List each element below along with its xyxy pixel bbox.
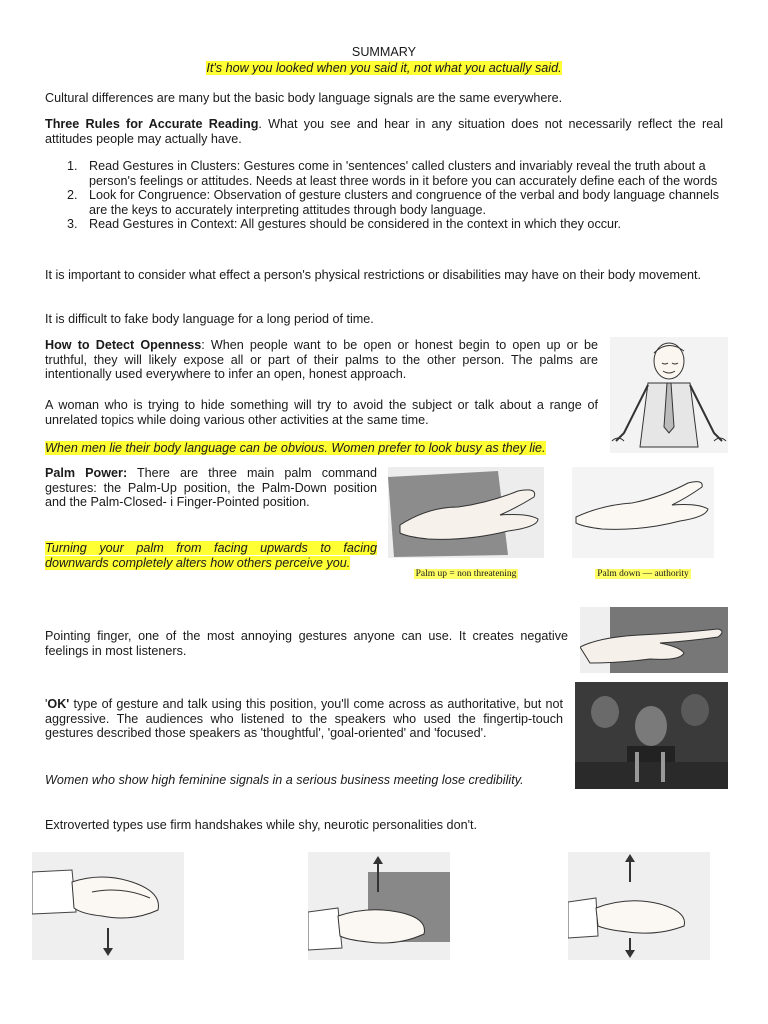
page-subtitle: It's how you looked when you said it, not what you actually said. (206, 61, 562, 75)
handshake-dominant-illustration (32, 852, 184, 960)
para-palm-power: Palm Power: There are three main palm command gestures: the Palm-Up position, the Palm-Down position and the Palm-Closed- i Finger-Pointed position. (45, 466, 377, 510)
para-woman: A woman who is trying to hide something will try to avoid the subject or talk about a range of unrelated topics while doing various other activities at the same time. (45, 398, 598, 427)
para-cultural: Cultural differences are many but the basic body language signals are the same everywhere. (45, 91, 563, 105)
palm-up-illustration (388, 467, 544, 558)
para-turning: Turning your palm from facing upwards to facing downwards completely alters how others perceive you. (45, 541, 377, 570)
palm-down-illustration (572, 467, 714, 558)
openness-heading: How to Detect Openness (45, 338, 202, 352)
para-three-rules: Three Rules for Accurate Reading. What you see and hear in any situation does not necessarily reflect the real attitudes people may actually have. (45, 117, 723, 146)
page-title: SUMMARY (351, 45, 417, 59)
list-item: 3. Read Gestures in Context: All gestures should be considered in the context in which they occur. (67, 217, 622, 232)
para-feminine: Women who show high feminine signals in a serious business meeting lose credibility. (45, 773, 524, 787)
handshake-submissive-illustration (308, 852, 450, 960)
para-extroverted: Extroverted types use firm handshakes while shy, neurotic personalities don't. (45, 818, 477, 832)
speaker-photo (575, 682, 728, 789)
para-openness: How to Detect Openness: When people want to be open or honest begin to open up or be truthful, they will likely expose all or part of their palms to the other person. The palms are intentionally used everywhere to infer an open, honest approach. (45, 338, 598, 382)
para-fake: It is difficult to fake body language for a long period of time. (45, 312, 374, 326)
palm-power-heading: Palm Power: (45, 466, 128, 480)
caption-palm-up: Palm up = non threatening (415, 569, 517, 579)
list-item: 1. Read Gestures in Clusters: Gestures come in 'sentences' called clusters and invariably reveal the truth about a person's feelings or attitudes. Needs at least three words in it before you can accurately define each of the words (67, 159, 718, 188)
para-ok: 'OK' type of gesture and talk using this position, you'll come across as authoritative, but not aggressive. The audiences who listened to the speakers who used the fingertip-touch gestures described those speakers as 'thoughtful', 'goal-oriented' and 'focused'. (45, 697, 563, 741)
para-restrictions: It is important to consider what effect a person's physical restrictions or disabilities may have on their body movement. (45, 268, 701, 282)
para-men-lie: When men lie their body language can be obvious. Women prefer to look busy as they lie. (45, 441, 546, 455)
caption-palm-down: Palm down — authority (597, 569, 689, 579)
list-item: 2. Look for Congruence: Observation of gesture clusters and congruence of the verbal and body language channels are the keys to accurately interpreting attitudes through body language. (67, 188, 720, 217)
pointing-finger-illustration (580, 607, 728, 673)
para-pointing: Pointing finger, one of the most annoying gestures anyone can use. It creates negative feelings in most listeners. (45, 629, 568, 658)
open-palms-man-illustration (610, 337, 728, 453)
handshake-equal-illustration (568, 852, 710, 960)
rules-list (45, 159, 723, 232)
ok-bold: OK' (47, 697, 70, 711)
rules-heading: Three Rules for Accurate Reading (45, 117, 259, 131)
